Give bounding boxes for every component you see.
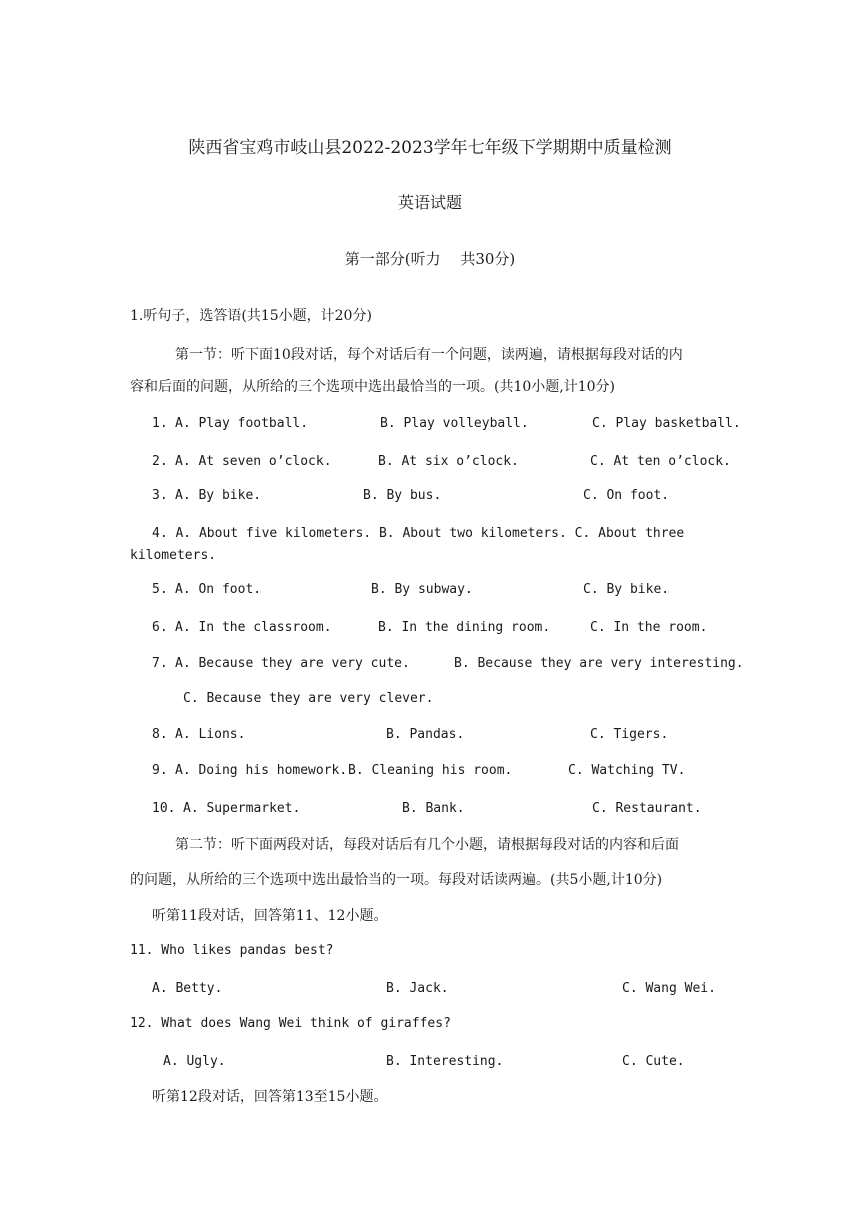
option-a: A. Supermarket.: [183, 801, 301, 816]
option-b: B. In the dining room.: [378, 620, 551, 635]
option-a: A. On foot.: [175, 582, 262, 597]
section2-intro-line1: 第二节：听下面两段对话，每段对话后有几个小题，请根据每段对话的内容和后面: [175, 837, 679, 853]
question-line: kilometers.: [130, 548, 217, 563]
question-text: 12. What does Wang Wei think of giraffes?: [130, 1016, 451, 1031]
question-number: 7.: [152, 656, 168, 671]
option-a: A. Betty.: [152, 981, 223, 996]
dialog-instruction: 听第12段对话，回答第13至15小题。: [152, 1089, 388, 1105]
option-a: A. Play football.: [175, 416, 309, 431]
section1-intro-line2: 容和后面的问题，从所给的三个选项中选出最恰当的一项。(共10小题,计10分): [130, 379, 616, 395]
option-a: A. Lions.: [175, 727, 246, 742]
dialog-instruction: 听第11段对话，回答第11、12小题。: [152, 908, 388, 924]
option-a: A. By bike.: [175, 488, 262, 503]
question-number: 3.: [152, 488, 168, 503]
section2-intro-line2: 的问题，从所给的三个选项中选出最恰当的一项。每段对话读两遍。(共5小题,计10分): [130, 872, 663, 888]
option-b: B. By bus.: [363, 488, 442, 503]
option-b: B. Cleaning his room.: [348, 763, 513, 778]
option-b: B. Jack.: [386, 981, 449, 996]
option-c: C. On foot.: [583, 488, 670, 503]
option-a: A. Doing his homework.: [175, 763, 348, 778]
option-b: B. Because they are very interesting.: [454, 656, 744, 671]
question-line: 4. A. About five kilometers. B. About two kilometers. C. About three: [152, 526, 685, 541]
section1-intro-line1: 第一节：听下面10段对话，每个对话后有一个问题，读两遍，请根据每段对话的内: [175, 347, 683, 363]
option-c: C. Watching TV.: [568, 763, 686, 778]
option-c: C. By bike.: [583, 582, 670, 597]
question-number: 1.: [152, 416, 168, 431]
option-c: C. Because they are very clever.: [183, 691, 434, 706]
question-number: 2.: [152, 454, 168, 469]
question-number: 8.: [152, 727, 168, 742]
option-c: C. Wang Wei.: [622, 981, 716, 996]
question-number: 6.: [152, 620, 168, 635]
question-text: 11. Who likes pandas best?: [130, 943, 334, 958]
option-b: B. Bank.: [402, 801, 465, 816]
option-c: C. Restaurant.: [592, 801, 702, 816]
option-b: B. Interesting.: [386, 1054, 504, 1069]
option-a: A. Because they are very cute.: [175, 656, 410, 671]
option-c: C. In the room.: [590, 620, 708, 635]
question-number: 10.: [152, 801, 176, 816]
option-a: A. Ugly.: [163, 1054, 226, 1069]
option-c: C. Play basketball.: [592, 416, 741, 431]
option-b: B. At six o’clock.: [378, 454, 519, 469]
exam-title: 陕西省宝鸡市岐山县2022-2023学年七年级下学期期中质量检测: [188, 138, 672, 158]
section-heading: 1.听句子，选答语(共15小题，计20分): [130, 308, 372, 324]
exam-subtitle: 英语试题: [397, 193, 462, 212]
question-number: 9.: [152, 763, 168, 778]
part-heading: 第一部分(听力 共30分): [344, 250, 516, 268]
option-b: B. By subway.: [371, 582, 473, 597]
option-b: B. Play volleyball.: [380, 416, 529, 431]
option-a: A. At seven o’clock.: [175, 454, 332, 469]
question-number: 5.: [152, 582, 168, 597]
option-b: B. Pandas.: [386, 727, 465, 742]
option-a: A. In the classroom.: [175, 620, 332, 635]
option-c: C. Cute.: [622, 1054, 685, 1069]
option-c: C. At ten o’clock.: [590, 454, 731, 469]
option-c: C. Tigers.: [590, 727, 669, 742]
